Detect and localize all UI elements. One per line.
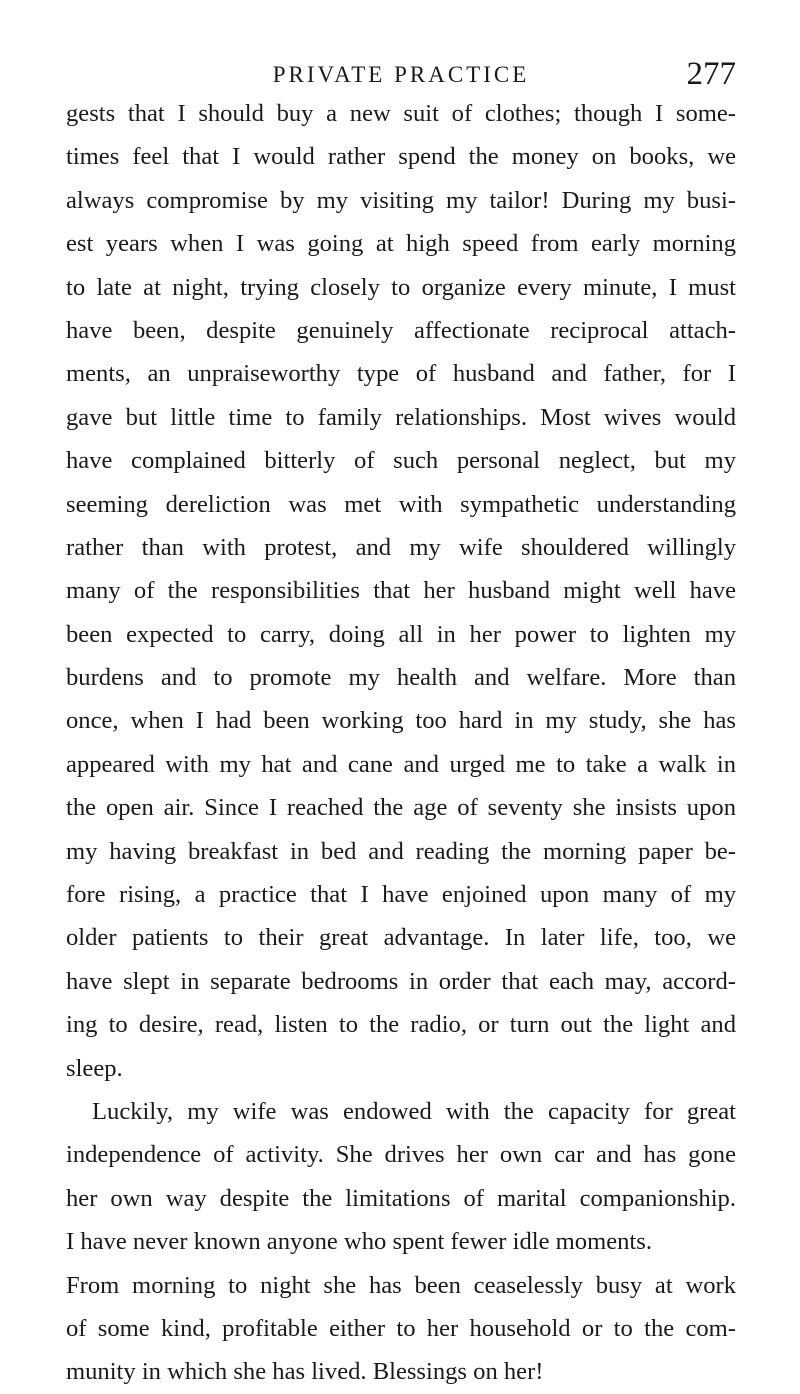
text-line: est years when I was going at high speed from early morning [66,230,736,258]
text-line: From morning to night she has been ceaselessly busy at work [66,1271,736,1299]
text-line: ing to desire, read, listen to the radio, or turn out the light and [66,1011,736,1039]
text-line: ments, an unpraiseworthy type of husband and father, for I [66,360,736,388]
text-line: of some kind, profitable either to her household or to the com- [66,1314,736,1342]
text-line: burdens and to promote my health and welfare. More than [66,664,736,692]
text-line: gests that I should buy a new suit of clothes; though I some- [66,100,736,127]
text-line: gave but little time to family relationships. Most wives would [66,403,736,431]
text-line: my having breakfast in bed and reading the morning paper be- [66,837,736,865]
text-line: have slept in separate bedrooms in order that each may, accord- [66,967,736,995]
text-line: sleep. [66,1054,123,1082]
paragraph-first-line: Luckily, my wife was endowed with the capacity for great [92,1097,736,1125]
text-line: seeming dereliction was met with sympathetic understanding [66,490,736,518]
running-title: PRIVATE PRACTICE [272,62,530,87]
text-line: older patients to their great advantage. In later life, too, we [66,924,736,952]
body-text [66,92,736,1394]
text-line: fore rising, a practice that I have enjoined upon many of my [66,881,736,909]
text-line: to late at night, trying closely to organize every minute, I must [66,273,736,301]
text-line: many of the responsibilities that her husband might well have [66,577,736,605]
text-line: I have never known anyone who spent fewer idle moments. [66,1228,652,1256]
text-line: appeared with my hat and cane and urged me to take a walk in [66,750,736,778]
text-line: been expected to carry, doing all in her power to lighten my [66,620,736,648]
text-line: have been, despite genuinely affectionate reciprocal attach- [66,316,736,344]
text-line: rather than with protest, and my wife shouldered willingly [66,533,736,561]
text-line: always compromise by my visiting my tailor! During my busi- [66,186,736,214]
text-line: times feel that I would rather spend the money on books, we [66,143,736,171]
text-line: have complained bitterly of such personal neglect, but my [66,447,736,475]
text-line: her own way despite the limitations of marital companionship. [66,1184,736,1212]
text-line: munity in which she has lived. Blessings on her! [66,1358,544,1386]
text-line: independence of activity. She drives her own car and has gone [66,1141,736,1169]
text-line: once, when I had been working too hard in my study, she has [66,707,736,735]
page-number: 277 [686,56,736,92]
text-line: the open air. Since I reached the age of seventy she insists upon [66,794,736,822]
